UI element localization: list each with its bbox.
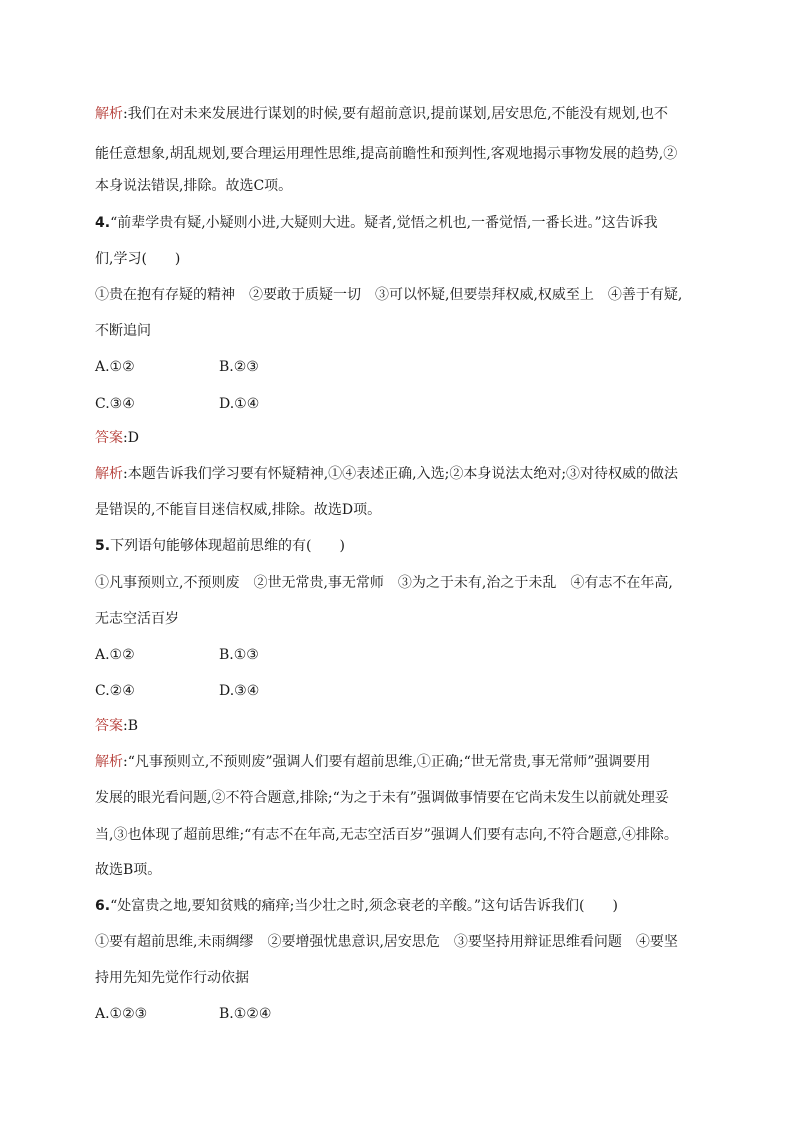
q3-analysis-label: 解析 <box>95 106 123 122</box>
q4-stem-text: “前辈学贵有疑,小疑则小进,大疑则大进。疑者,觉悟之机也,一番觉悟,一番长进。”这告诉我 <box>110 215 658 231</box>
q5-answer-value: :B <box>123 718 139 734</box>
q5-analysis-line-1 <box>95 752 650 772</box>
q5-option-b: B.①③ <box>219 647 259 663</box>
q4-stem-line-2: 们,学习( ) <box>95 251 181 267</box>
q4-statement-line-1: ①贵在抱有存疑的精神 ②要敢于质疑一切 ③可以怀疑,但要崇拜权威,权威至上 ④善于有疑, <box>95 287 683 303</box>
q6-option-a: A.①②③ <box>95 1006 148 1022</box>
q4-analysis-label: 解析 <box>95 466 123 482</box>
q4-number: 4. <box>95 215 111 231</box>
q6-option-b: B.①②④ <box>219 1006 272 1022</box>
q5-analysis-label: 解析 <box>95 754 123 770</box>
q5-analysis-line-2: 发展的眼光看问题,②不符合题意,排除;“为之于未有”强调做事情要在它尚未发生以前就处理妥 <box>95 790 669 806</box>
q3-analysis-line-2: 能任意想象,胡乱规划,要合理运用理性思维,提高前瞻性和预判性,客观地揭示事物发展的趋势,② <box>95 146 678 162</box>
q5-option-a: A.①② <box>95 647 135 663</box>
q5-analysis-line-3: 当,③也体现了超前思维;“有志不在年高,无志空活百岁”强调人们要有志向,不符合题意,④排除。 <box>95 827 678 843</box>
q4-analysis-line-2: 是错误的,不能盲目迷信权威,排除。故选D项。 <box>95 502 382 518</box>
q5-option-d: D.③④ <box>219 683 260 699</box>
q6-statement-line-2: 持用先知先觉作行动依据 <box>95 970 249 986</box>
q5-number: 5. <box>95 538 111 554</box>
q5-statement-line-1: ①凡事预则立,不预则废 ②世无常贵,事无常师 ③为之于未有,治之于未乱 ④有志不在年高, <box>95 575 673 591</box>
q4-analysis-line-1 <box>95 464 678 484</box>
q6-number: 6. <box>95 898 111 914</box>
q5-statement-line-2: 无志空活百岁 <box>95 611 179 627</box>
q6-statement-line-1: ①要有超前思维,未雨绸缪 ②要增强忧患意识,居安思危 ③要坚持用辩证思维看问题 ④要坚 <box>95 934 678 950</box>
q5-option-c: C.②④ <box>95 683 135 699</box>
q6-stem <box>95 896 618 916</box>
q3-analysis-line-3: 本身说法错误,排除。故选C项。 <box>95 178 293 194</box>
q4-stem-line-1 <box>95 213 658 233</box>
q4-answer <box>95 428 139 448</box>
q5-stem-text: 下列语句能够体现超前思维的有( ) <box>110 538 345 554</box>
q4-statement-line-2: 不断追问 <box>95 323 151 339</box>
q4-answer-value: :D <box>123 430 139 446</box>
q5-analysis-line-4: 故选B项。 <box>95 862 162 878</box>
q4-analysis-text: :本题告诉我们学习要有怀疑精神,①④表述正确,入选;②本身说法太绝对;③对待权威的做法 <box>123 466 679 482</box>
q3-analysis-text: :我们在对未来发展进行谋划的时候,要有超前意识,提前谋划,居安思危,不能没有规划,也不 <box>123 106 668 122</box>
q5-stem <box>95 536 345 556</box>
q5-analysis-text: :“凡事预则立,不预则废”强调人们要有超前思维,①正确;“世无常贵,事无常师”强调要用 <box>123 754 651 770</box>
q6-stem-text: “处富贵之地,要知贫贱的痛痒;当少壮之时,须念衰老的辛酸。”这句话告诉我们( ) <box>110 898 618 914</box>
q4-option-c: C.③④ <box>95 396 135 412</box>
q4-option-b: B.②③ <box>219 359 259 375</box>
q4-option-d: D.①④ <box>219 396 260 412</box>
q5-answer-label: 答案 <box>95 718 123 734</box>
q5-answer <box>95 716 138 736</box>
q4-answer-label: 答案 <box>95 430 123 446</box>
q4-option-a: A.①② <box>95 359 135 375</box>
q3-analysis-line-1 <box>95 104 668 124</box>
